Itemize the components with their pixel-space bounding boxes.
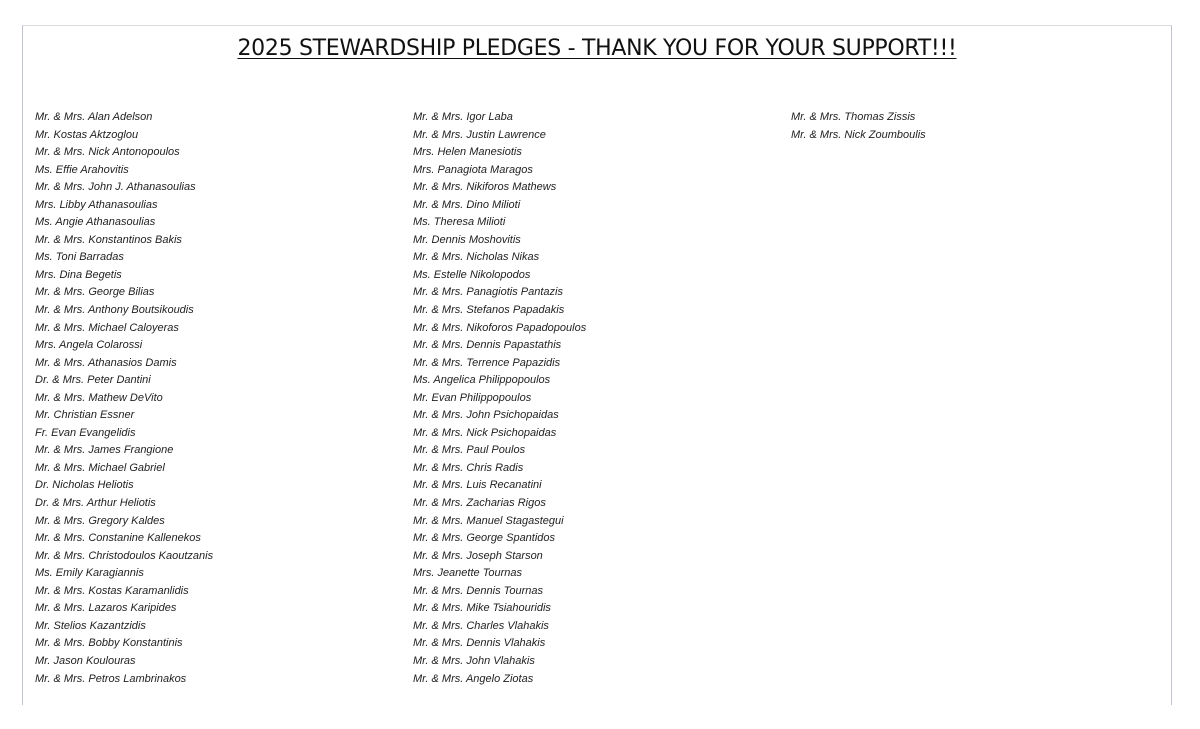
pledge-name: Dr. Nicholas Heliotis xyxy=(35,479,134,492)
pledge-name: Mr. & Mrs. Stefanos Papadakis xyxy=(413,304,565,317)
pledge-name: Mr. & Mrs. Athanasios Damis xyxy=(35,356,177,369)
pledge-name: Ms. Toni Barradas xyxy=(35,251,124,264)
pledge-name: Mr. & Mrs. Petros Lambrinakos xyxy=(35,672,187,685)
pledge-name: Ms. Emily Karagiannis xyxy=(35,567,144,580)
pledge-name: Mr. & Mrs. Nicholas Nikas xyxy=(413,251,540,264)
pledge-name: Mr. & Mrs. Luis Recanatini xyxy=(413,479,542,492)
pledge-name: Mr. Christian Essner xyxy=(35,409,135,422)
pledge-name: Mr. & Mrs. Constanine Kallenekos xyxy=(35,532,201,545)
pledge-column-2 xyxy=(413,109,586,688)
pledge-name: Mr. & Mrs. Chris Radis xyxy=(413,461,524,474)
pledge-name: Mr. & Mrs. Kostas Karamanlidis xyxy=(35,584,189,597)
pledge-name: Mr. & Mrs. John Psichopaidas xyxy=(413,409,559,422)
pledge-name: Ms. Angelica Philippopoulos xyxy=(413,374,551,387)
pledge-name: Mr. & Mrs. Panagiotis Pantazis xyxy=(413,286,563,299)
pledge-name: Mr. & Mrs. Mathew DeVito xyxy=(35,391,163,404)
pledge-name: Mr. & Mrs. Gregory Kaldes xyxy=(35,514,165,527)
pledge-name: Mr. & Mrs. Alan Adelson xyxy=(35,111,153,123)
pledge-column-3 xyxy=(791,109,926,144)
pledge-name: Mr. & Mrs. Konstantinos Bakis xyxy=(35,233,182,246)
pledge-name: Mr. & Mrs. Michael Gabriel xyxy=(35,461,165,474)
page-title: 2025 STEWARDSHIP PLEDGES - THANK YOU FOR YOUR SUPPORT!!! xyxy=(237,36,957,61)
pledge-name: Dr. & Mrs. Peter Dantini xyxy=(35,374,151,387)
pledge-name: Mrs. Helen Manesiotis xyxy=(413,146,522,159)
pledge-name: Mrs. Dina Begetis xyxy=(35,268,122,281)
pledge-name: Mr. & Mrs. Mike Tsiahouridis xyxy=(413,602,551,615)
pledge-name: Mrs. Panagiota Maragos xyxy=(413,163,533,176)
pledge-name: Mr. & Mrs. Joseph Starson xyxy=(413,549,543,562)
pledge-name: Fr. Evan Evangelidis xyxy=(35,426,136,439)
pledge-name: Mrs. Jeanette Tournas xyxy=(413,567,523,580)
pledge-name: Mr. & Mrs. Nikoforos Papadopoulos xyxy=(413,321,587,334)
pledge-name: Mr. & Mrs. John J. Athanasoulias xyxy=(35,181,196,194)
pledge-name: Mr. & Mrs. Nick Zoumboulis xyxy=(791,128,926,141)
pledge-name: Ms. Angie Athanasoulias xyxy=(35,216,156,229)
pledge-name: Mr. Jason Koulouras xyxy=(35,654,136,667)
pledge-name: Mr. & Mrs. Paul Poulos xyxy=(413,444,526,457)
pledge-name: Mr. & Mrs. Dennis Tournas xyxy=(413,584,544,597)
pledge-column-1 xyxy=(35,109,213,688)
pledge-name: Mr. & Mrs. Igor Laba xyxy=(413,111,513,123)
pledge-name: Mr. & Mrs. Zacharias Rigos xyxy=(413,497,546,510)
pledge-name: Mr. Kostas Aktzoglou xyxy=(35,128,139,141)
pledge-name: Mr. & Mrs. Christodoulos Kaoutzanis xyxy=(35,549,214,562)
pledge-name: Mr. & Mrs. Bobby Konstantinis xyxy=(35,637,183,650)
pledge-name: Mr. & Mrs. Dino Milioti xyxy=(413,198,521,211)
pledge-name: Mr. & Mrs. Anthony Boutsikoudis xyxy=(35,304,194,317)
pledge-name: Mr. & Mrs. Nikiforos Mathews xyxy=(413,181,557,194)
pledge-name: Mr. & Mrs. James Frangione xyxy=(35,444,174,457)
pledge-name: Ms. Theresa Milioti xyxy=(413,216,506,229)
pledge-name: Mr. & Mrs. Manuel Stagastegui xyxy=(413,514,564,527)
pledge-name: Mr. & Mrs. Justin Lawrence xyxy=(413,128,546,141)
pledge-name: Mr. & Mrs. Nick Psichopaidas xyxy=(413,426,557,439)
pledge-name: Mr. Dennis Moshovitis xyxy=(413,233,521,246)
pledge-name: Dr. & Mrs. Arthur Heliotis xyxy=(35,497,156,510)
pledge-name: Mr. Evan Philippopoulos xyxy=(413,391,532,404)
pledge-name: Mr. & Mrs. Terrence Papazidis xyxy=(413,356,561,369)
pledge-name: Ms. Effie Arahovitis xyxy=(35,163,129,176)
pledge-name: Mr. & Mrs. Charles Vlahakis xyxy=(413,619,549,632)
pledge-name: Mr. & Mrs. Michael Caloyeras xyxy=(35,321,179,334)
pledge-name: Mrs. Angela Colarossi xyxy=(35,339,143,352)
pledge-name: Mr. & Mrs. Angelo Ziotas xyxy=(413,672,534,685)
pledge-document xyxy=(22,25,1172,705)
pledge-name: Mr. & Mrs. Lazaros Karipides xyxy=(35,602,177,615)
pledge-name: Mr. & Mrs. Thomas Zissis xyxy=(791,111,916,123)
pledge-name: Ms. Estelle Nikolopodos xyxy=(413,268,531,281)
pledge-name: Mr. Stelios Kazantzidis xyxy=(35,619,146,632)
pledge-name: Mrs. Libby Athanasoulias xyxy=(35,198,158,211)
pledge-name: Mr. & Mrs. Dennis Papastathis xyxy=(413,339,562,352)
pledge-name: Mr. & Mrs. Nick Antonopoulos xyxy=(35,146,180,159)
pledge-name: Mr. & Mrs. John Vlahakis xyxy=(413,654,535,667)
pledge-name: Mr. & Mrs. George Bilias xyxy=(35,286,155,299)
pledge-name: Mr. & Mrs. Dennis Vlahakis xyxy=(413,637,546,650)
pledge-name: Mr. & Mrs. George Spantidos xyxy=(413,532,556,545)
